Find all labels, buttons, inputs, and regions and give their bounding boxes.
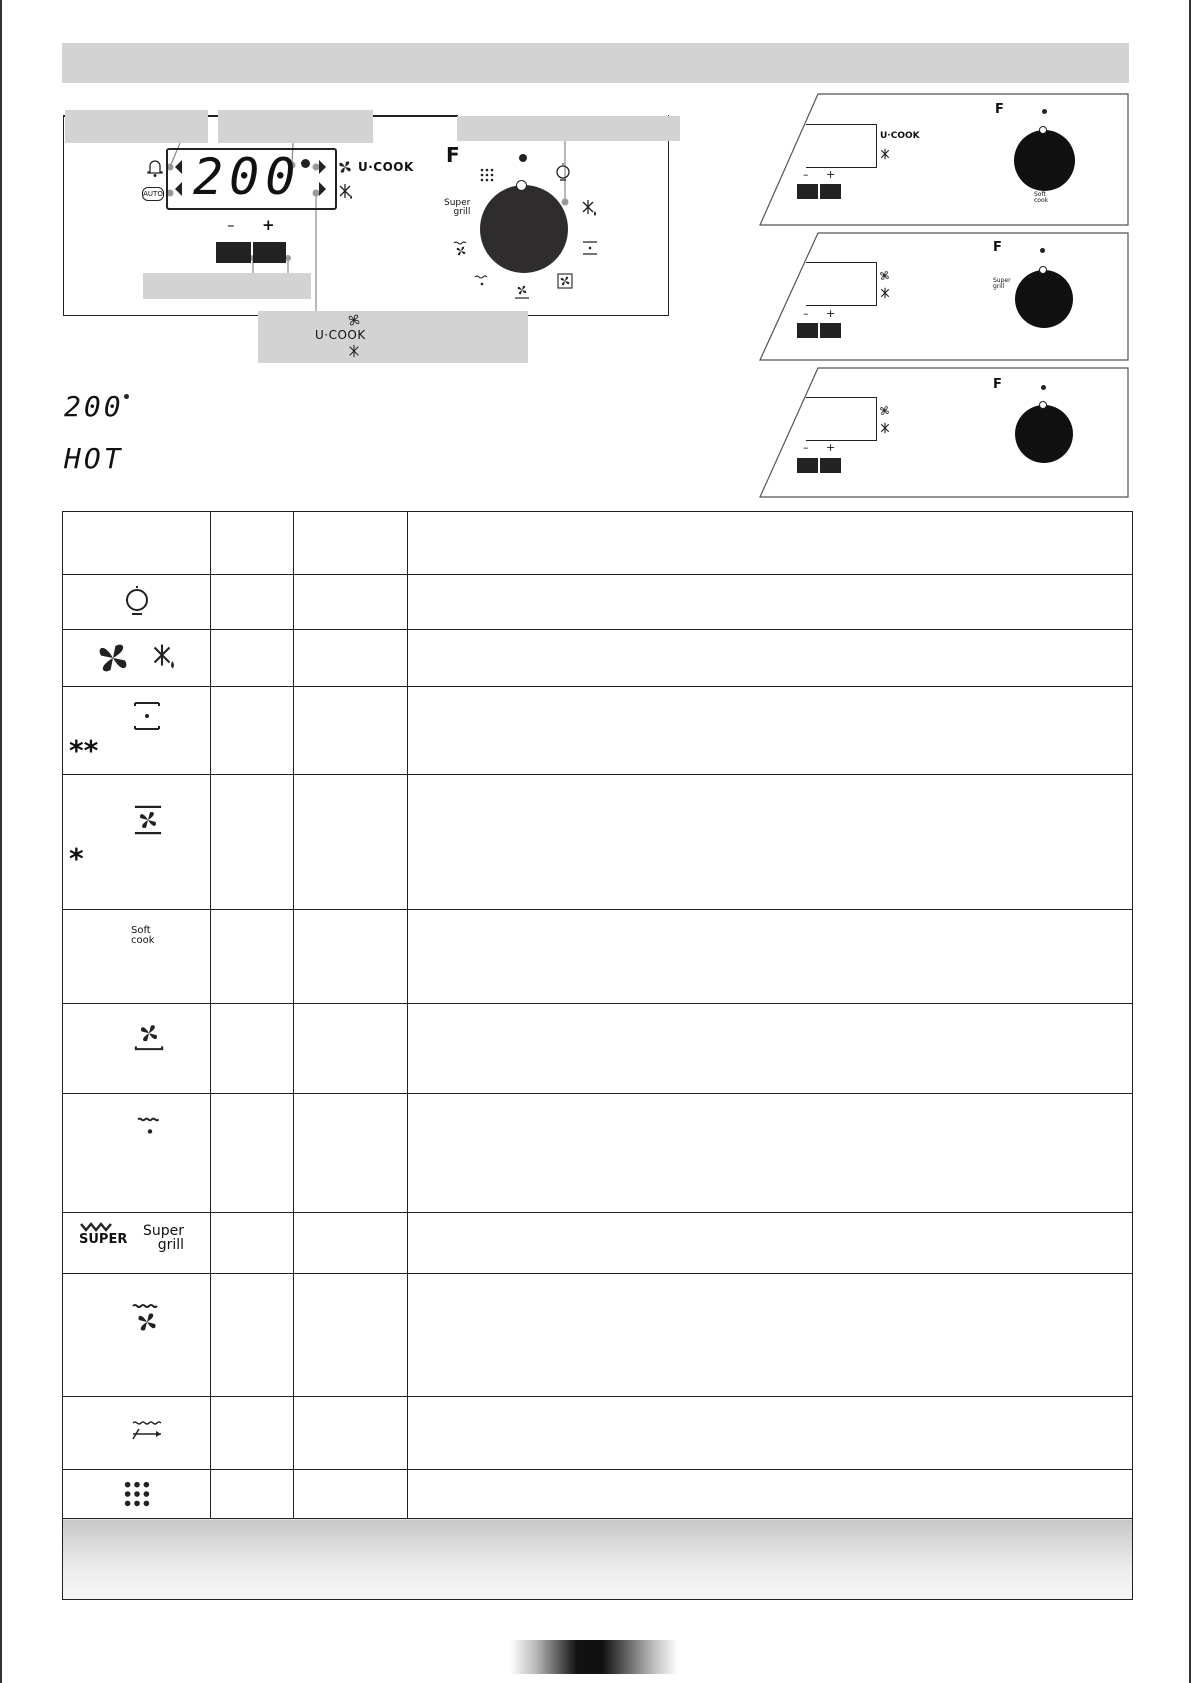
thumb2-defrost-icon [879, 287, 891, 299]
thumb2-grill: grill [993, 283, 1005, 290]
thumb1-plus-button [820, 184, 841, 199]
auto-icon: AUTO [142, 187, 164, 201]
ucook-label: U·COOK [358, 160, 414, 174]
grill-text: grill [157, 1237, 185, 1253]
right-arrows [317, 158, 329, 200]
thumb2-super-grill [993, 278, 1011, 290]
knob-grill-text: grill [453, 207, 471, 217]
bottom-heat-icon [133, 701, 161, 731]
thumb1-cook: cook [1034, 197, 1049, 204]
callout-defrost-icon [347, 344, 361, 358]
minus-button[interactable] [216, 242, 251, 263]
knob-super-grill-label [444, 199, 470, 217]
plus-label: + [262, 216, 275, 234]
callout-box-ucook [258, 311, 528, 363]
page-number-bar [510, 1640, 678, 1674]
thumb3-defrost-icon [879, 422, 891, 434]
thumb2-knob [1015, 270, 1073, 328]
knob-f-label: F [446, 143, 460, 167]
fan-icon [337, 159, 353, 175]
thumb3-display [806, 397, 877, 441]
table-row [63, 775, 1133, 910]
table-row [63, 1397, 1133, 1470]
callout-fan-icon [347, 313, 361, 327]
grill-icon [135, 1116, 165, 1140]
thumb3-minus: – [803, 441, 809, 454]
double-asterisk: ** [69, 734, 99, 767]
minus-label: – [227, 216, 235, 234]
thumb1-soft-cook [1034, 192, 1048, 204]
fan-bottom-icon [514, 283, 530, 299]
table-row [63, 1274, 1133, 1397]
example-hot-display: HOT [64, 442, 124, 475]
callout-ucook-label: U·COOK [315, 328, 366, 342]
lamp-icon [555, 163, 571, 185]
rapid-heat-icon [122, 1479, 152, 1509]
thumb2-plus: + [826, 307, 836, 320]
soft-cook-icon [131, 926, 155, 946]
thumb1-minus-button [797, 184, 818, 199]
single-asterisk: * [69, 842, 84, 875]
bell-icon [146, 158, 164, 178]
table-row [63, 687, 1133, 775]
grill-fan-icon [453, 241, 469, 257]
knob-top-dot [519, 154, 527, 162]
table-row [63, 1470, 1133, 1519]
example-temp-dot [124, 394, 129, 399]
table-footer-row [63, 1519, 1133, 1600]
thumb3-knob [1015, 405, 1073, 463]
plus-button[interactable] [253, 242, 286, 263]
functions-table [62, 511, 1133, 1600]
thumb3-knob-indicator [1039, 401, 1047, 409]
top-bottom-fan-icon [133, 805, 163, 835]
thumb1-minus: – [803, 168, 809, 181]
thumb2-knob-indicator [1039, 266, 1047, 274]
thumb2-top-dot [1040, 248, 1045, 253]
soft-text: Soft [131, 925, 151, 936]
half-grill-icon [129, 1419, 165, 1443]
thumb3-f: F [993, 377, 1002, 392]
thumb1-top-dot [1042, 109, 1047, 114]
display-dot [301, 159, 310, 168]
thumb1-soft: Soft [1034, 191, 1046, 198]
super-text: Super [143, 1223, 185, 1239]
table-row [63, 1213, 1133, 1274]
thumb2-f: F [993, 240, 1002, 255]
thumb2-display [806, 262, 877, 306]
thumb1-f: F [995, 102, 1004, 117]
defrost-icon [337, 183, 355, 201]
table-row [63, 1094, 1133, 1213]
cook-text: cook [131, 935, 155, 946]
lamp-icon [124, 585, 150, 619]
left-arrows [172, 158, 184, 200]
thumb1-plus: + [826, 168, 836, 181]
rapid-heat-icon [479, 167, 495, 183]
table-row [63, 1004, 1133, 1094]
grill-fan-icon [131, 1302, 163, 1334]
top-bottom-fan-icon [557, 273, 573, 289]
thumb3-top-dot [1041, 385, 1046, 390]
thumb2-plus-button [820, 323, 841, 338]
thumb3-plus: + [826, 441, 836, 454]
fan-bottom-icon [134, 1020, 164, 1052]
thumb1-display [806, 124, 877, 168]
thumb1-knob [1014, 130, 1075, 191]
defrost-drop-icon [580, 199, 600, 219]
thumb3-fan-icon [879, 405, 890, 416]
bottom-heat-icon [582, 240, 598, 256]
thumb1-defrost-icon [879, 148, 891, 160]
thumb3-plus-button [820, 458, 841, 473]
fan-icon [94, 639, 132, 677]
function-knob[interactable] [480, 185, 568, 273]
super-grill-icon-a [79, 1221, 127, 1247]
knob-indicator [516, 180, 527, 191]
knob-super-text: Super [444, 198, 471, 208]
display-temperature-digits: 200 [193, 148, 302, 206]
thumb1-knob-indicator [1039, 126, 1047, 134]
table-row [63, 630, 1133, 687]
thumb3-minus-button [797, 458, 818, 473]
table-row [63, 575, 1133, 630]
thumb1-ucook: U·COOK [880, 131, 920, 141]
table-row [63, 910, 1133, 1004]
example-temp-display: 200 [64, 390, 124, 423]
thumb2-minus: – [803, 307, 809, 320]
thumb2-fan-icon [879, 270, 890, 281]
super-grill-icon-b [143, 1224, 184, 1252]
thumb2-super: Super [993, 277, 1011, 284]
grill-icon [474, 275, 490, 289]
table-header-row [63, 512, 1133, 575]
super-word: SUPER [79, 1232, 128, 1247]
defrost-drop-icon [150, 642, 180, 674]
thumb2-minus-button [797, 323, 818, 338]
